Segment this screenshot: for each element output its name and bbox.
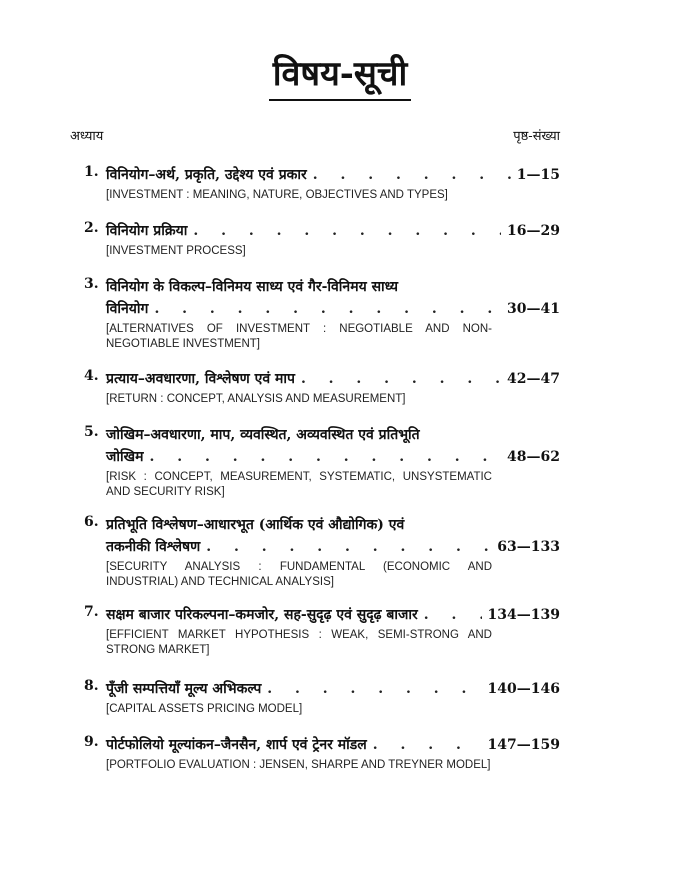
leader-dots <box>267 678 481 700</box>
entry-number: 2. <box>84 220 99 236</box>
entry-pages: 63—133 <box>497 539 560 555</box>
entry-pages: 16—29 <box>507 223 560 239</box>
entry-pages: 42—47 <box>507 371 560 387</box>
title-container <box>0 56 680 101</box>
entry-english-title: [CAPITAL ASSETS PRICING MODEL] <box>106 703 303 715</box>
entry-pages: 30—41 <box>507 301 560 317</box>
entry-title: पोर्टफोलियो मूल्यांकन–जैनसैन, शार्प एवं ट्रेनर मॉडल <box>106 737 367 753</box>
entry-title-line: जोखिम–अवधारणा, माप, व्यवस्थित, अव्यवस्थित एवं प्रतिभूति <box>106 427 420 443</box>
leader-dots <box>149 446 501 468</box>
entry-english-title: [PORTFOLIO EVALUATION : JENSEN, SHARPE AND TREYNER MODEL] <box>106 759 491 771</box>
toc-entry-5[interactable] <box>84 424 560 500</box>
toc-entry-6[interactable] <box>84 514 560 590</box>
entry-title: विनियोग प्रक्रिया <box>106 223 188 239</box>
entry-title: सक्षम बाजार परिकल्पना–कमजोर, सह-सुदृढ़ एवं सुदृढ़ बाजार <box>106 607 418 623</box>
entry-number: 3. <box>84 276 99 292</box>
entry-number: 9. <box>84 734 99 750</box>
entry-title: तकनीकी विश्लेषण <box>106 539 201 555</box>
entry-title-line: विनियोग के विकल्प–विनिमय साध्य एवं गैर-विनिमय साध्य <box>106 279 399 295</box>
entry-title-line: प्रतिभूति विश्लेषण–आधारभूत (आर्थिक एवं औद्योगिक) एवं <box>106 517 405 533</box>
entry-pages: 48—62 <box>507 449 560 465</box>
leader-dots <box>424 604 482 626</box>
toc-entry-1[interactable] <box>84 164 560 203</box>
page-title: विषय-सूची <box>269 56 412 101</box>
entry-pages: 140—146 <box>487 681 560 697</box>
entry-english-title: [INVESTMENT : MEANING, NATURE, OBJECTIVES AND TYPES] <box>106 189 448 201</box>
leader-dots <box>193 220 501 242</box>
leader-dots <box>206 536 491 558</box>
entry-number: 5. <box>84 424 99 440</box>
entry-pages: 147—159 <box>487 737 560 753</box>
toc-entry-7[interactable] <box>84 604 560 658</box>
entry-number: 7. <box>84 604 99 620</box>
entry-title: प्रत्याय–अवधारणा, विश्लेषण एवं माप <box>106 371 295 387</box>
entry-english-title: [SECURITY ANALYSIS : FUNDAMENTAL (ECONOMIC AND INDUSTRIAL) AND TECHNICAL ANALYSIS] <box>106 561 492 588</box>
leader-dots <box>301 368 501 390</box>
page-number-column-header: पृष्ठ-संख्या <box>513 129 560 144</box>
toc-entry-2[interactable] <box>84 220 560 259</box>
entry-pages: 1—15 <box>516 167 560 183</box>
entry-english-title: [EFFICIENT MARKET HYPOTHESIS : WEAK, SEMI-STRONG AND STRONG MARKET] <box>106 629 492 656</box>
chapter-column-header: अध्याय <box>70 129 104 144</box>
entry-pages: 134—139 <box>487 607 560 623</box>
entry-number: 1. <box>84 164 99 180</box>
leader-dots <box>373 734 482 756</box>
leader-dots <box>313 164 511 186</box>
entry-english-title: [RETURN : CONCEPT, ANALYSIS AND MEASUREMENT] <box>106 393 406 405</box>
entry-english-title: [INVESTMENT PROCESS] <box>106 245 246 257</box>
entry-title: जोखिम <box>106 449 144 465</box>
toc-entry-9[interactable] <box>84 734 560 773</box>
entry-english-title: [ALTERNATIVES OF INVESTMENT : NEGOTIABLE AND NON-NEGOTIABLE INVESTMENT] <box>106 323 492 350</box>
toc-entry-4[interactable] <box>84 368 560 407</box>
entry-title: पूँजी सम्पत्तियाँ मूल्य अभिकल्प <box>106 681 262 697</box>
toc-entry-8[interactable] <box>84 678 560 717</box>
entry-number: 6. <box>84 514 99 530</box>
leader-dots <box>154 298 501 320</box>
entry-number: 8. <box>84 678 99 694</box>
toc-entry-3[interactable] <box>84 276 560 352</box>
entry-title: विनियोग <box>106 301 149 317</box>
entry-title: विनियोग–अर्थ, प्रकृति, उद्देश्य एवं प्रकार <box>106 167 307 183</box>
entry-english-title: [RISK : CONCEPT, MEASUREMENT, SYSTEMATIC, UNSYSTEMATIC AND SECURITY RISK] <box>106 471 492 498</box>
entry-number: 4. <box>84 368 99 384</box>
